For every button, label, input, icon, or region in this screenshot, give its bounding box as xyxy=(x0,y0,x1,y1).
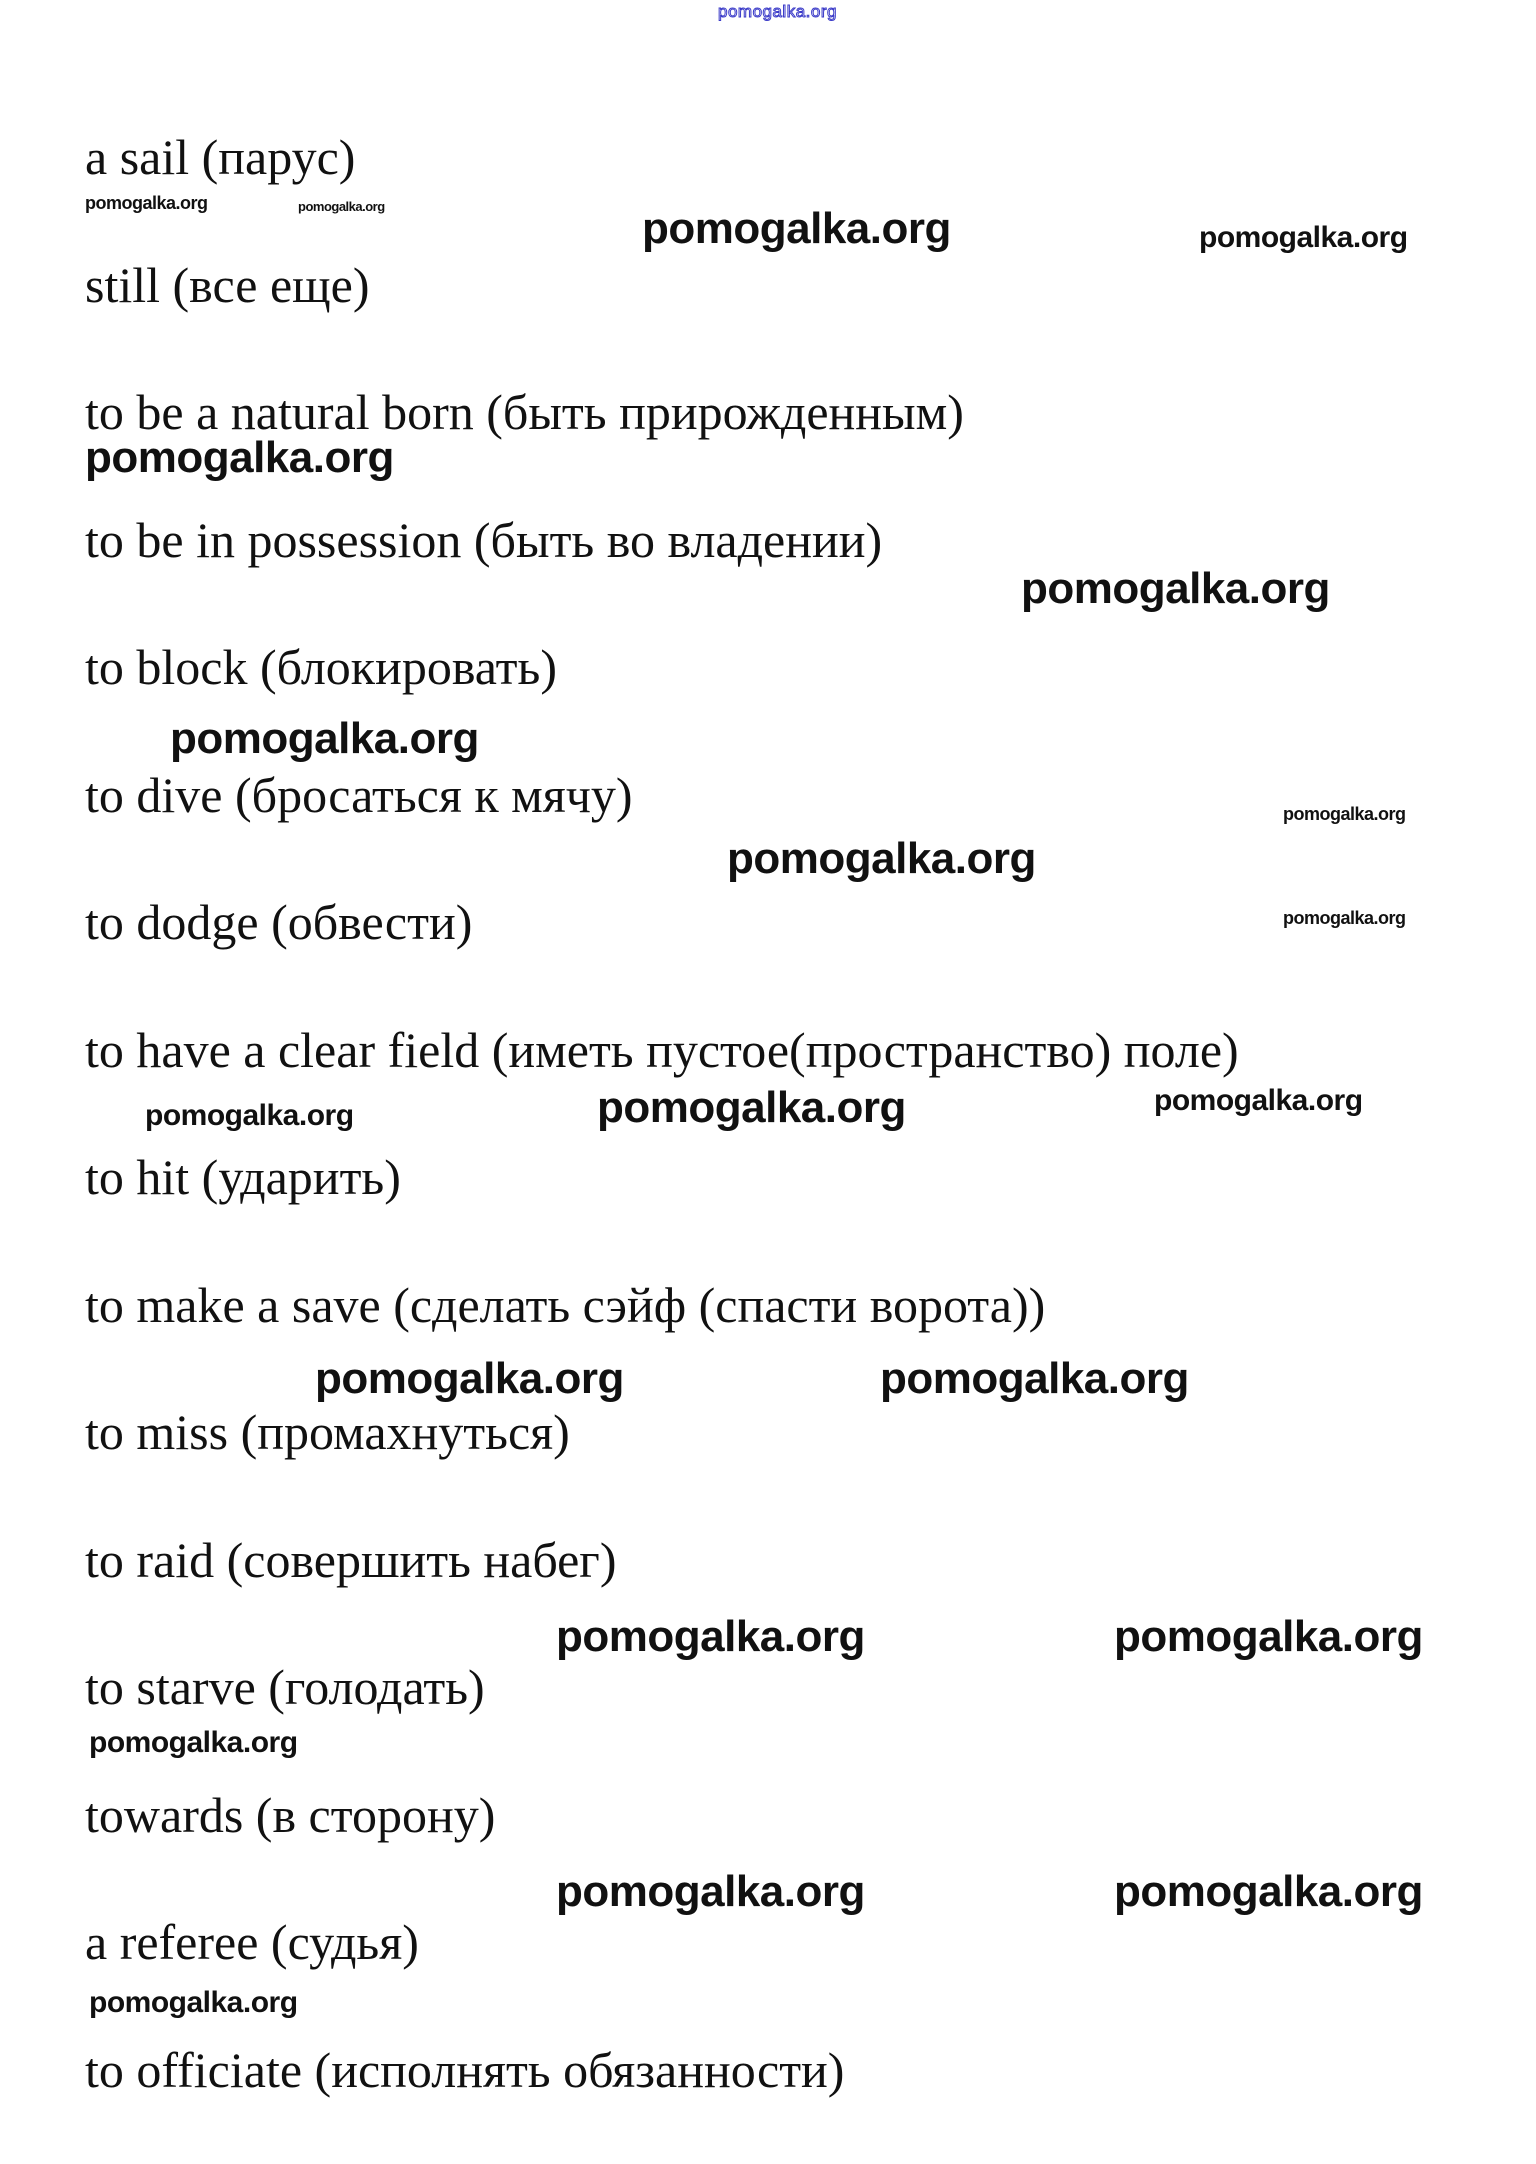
vocabulary-item: to be in possession (быть во владении) xyxy=(85,511,883,568)
vocabulary-item: to have a clear field (иметь пустое(пространство) поле) xyxy=(85,1021,1239,1078)
watermark: pomogalka.org xyxy=(89,1726,298,1759)
watermark: pomogalka.org xyxy=(1154,1084,1363,1117)
vocabulary-item: to dive (бросаться к мячу) xyxy=(85,766,633,823)
watermark: pomogalka.org xyxy=(145,1099,354,1132)
watermark: pomogalka.org xyxy=(315,1353,624,1403)
vocabulary-item: to be a natural born (быть прирожденным) xyxy=(85,384,964,440)
vocabulary-item: a sail (парус) xyxy=(85,129,356,185)
watermark: pomogalka.org xyxy=(1199,221,1408,254)
watermark: pomogalka.org xyxy=(727,833,1036,883)
vocabulary-item: to officiate (исполнять обязанности) xyxy=(85,2041,845,2098)
watermark: pomogalka.org xyxy=(1114,1611,1423,1661)
vocabulary-item: to hit (ударить) xyxy=(85,1149,401,1205)
watermark: pomogalka.org xyxy=(556,1866,865,1916)
vocabulary-item: still (все еще) xyxy=(85,256,370,313)
watermark: pomogalka.org xyxy=(1021,563,1330,613)
watermark: pomogalka.org xyxy=(170,713,479,763)
watermark: pomogalka.org xyxy=(85,432,394,482)
vocabulary-item: to block (блокировать) xyxy=(85,639,557,695)
watermark: pomogalka.org xyxy=(556,1611,865,1661)
watermark: pomogalka.org xyxy=(642,203,951,253)
watermark: pomogalka.org xyxy=(85,192,208,213)
vocabulary-item: to raid (совершить набег) xyxy=(85,1531,617,1588)
watermark: pomogalka.org xyxy=(1283,803,1406,824)
header-watermark: pomogalka.org xyxy=(718,2,837,21)
vocabulary-item: to miss (промахнуться) xyxy=(85,1404,570,1460)
vocabulary-item: towards (в сторону) xyxy=(85,1786,496,1843)
watermark: pomogalka.org xyxy=(597,1082,906,1132)
watermark: pomogalka.org xyxy=(1283,907,1406,928)
vocabulary-item: to make a save (сделать сэйф (спасти ворота)) xyxy=(85,1276,1046,1333)
watermark: pomogalka.org xyxy=(89,1986,298,2019)
vocabulary-item: a referee (судья) xyxy=(85,1914,419,1970)
watermark: pomogalka.org xyxy=(880,1353,1189,1403)
watermark: pomogalka.org xyxy=(298,198,385,214)
vocabulary-item: to starve (голодать) xyxy=(85,1659,485,1715)
watermark: pomogalka.org xyxy=(1114,1866,1423,1916)
vocabulary-item: to dodge (обвести) xyxy=(85,894,473,950)
